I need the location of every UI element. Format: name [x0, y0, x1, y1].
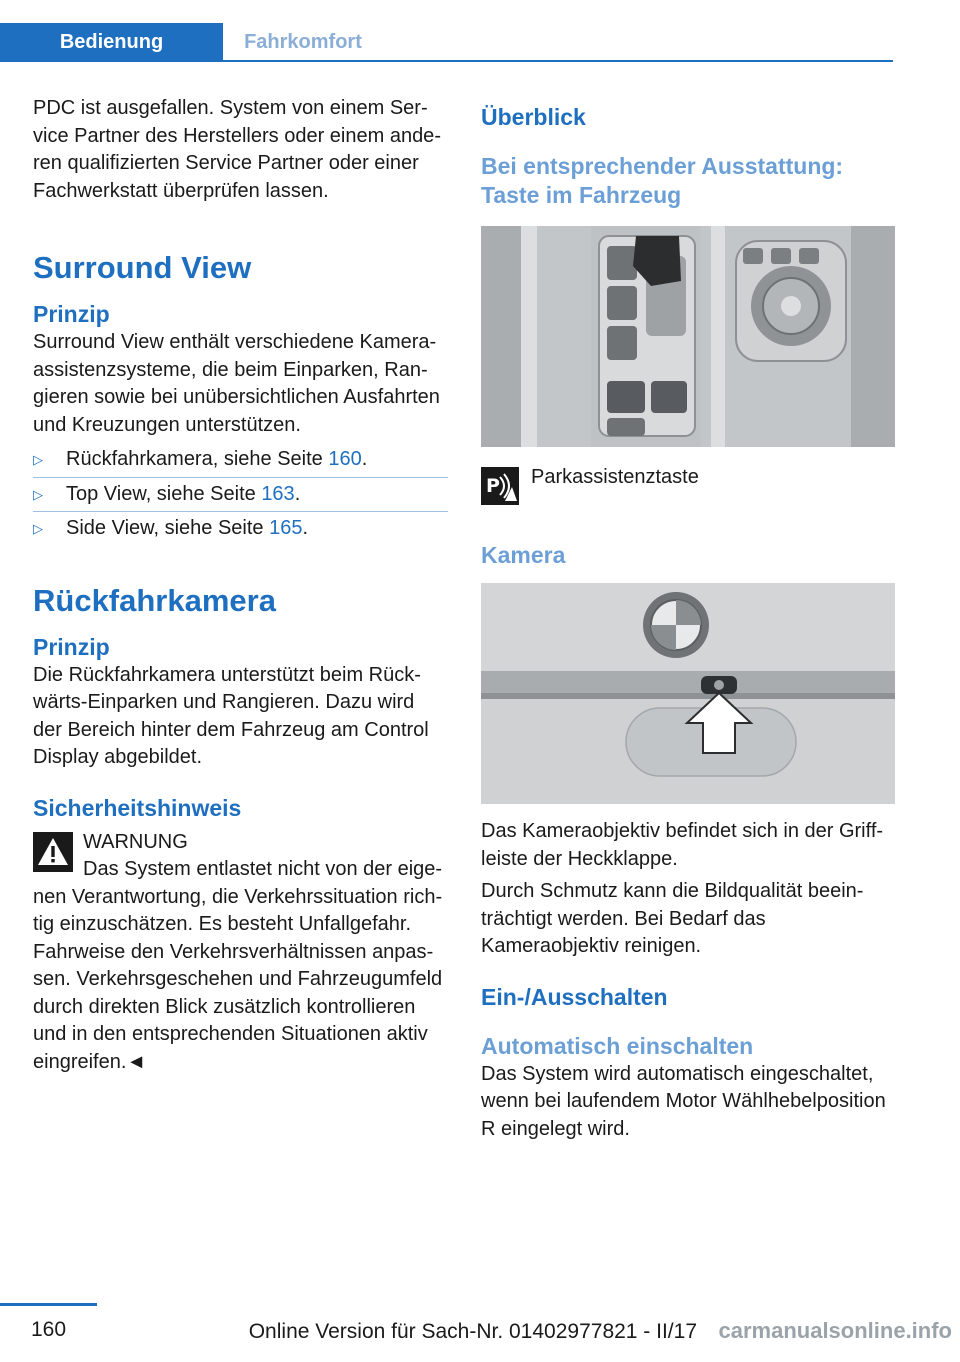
- camera-heading: Kamera: [481, 542, 566, 568]
- overview-heading: Überblick: [481, 104, 586, 130]
- page-link[interactable]: 163: [261, 482, 295, 505]
- chapter-header: [0, 0, 960, 62]
- triangle-bullet-icon: ▷: [33, 521, 43, 536]
- watermark: carmanualsonline.info: [718, 1318, 952, 1343]
- page-number: 160: [30, 1318, 67, 1341]
- page-link[interactable]: 165: [269, 517, 303, 539]
- right-column: [481, 95, 895, 1143]
- list-item: ▷ Rückfahrkamera, siehe Seite 160.: [33, 443, 448, 478]
- button-legend-text: Parkassistenztaste: [531, 466, 699, 488]
- surround-principle-text: Surround View enthält verschiedene Kameraassistenzsysteme, die beim Einparken, Rangieren sowie bei unübersichtlichen Ausfahrten und Kreuzungen unterstützen.: [33, 331, 440, 436]
- header-divider: [0, 60, 893, 62]
- equipment-heading: Bei entsprechender Ausstattung: Taste im Fahrzeug: [481, 153, 844, 208]
- page-link[interactable]: 160: [328, 448, 362, 470]
- button-legend: [481, 467, 895, 505]
- camera-location-text: Das Kameraobjektiv befindet sich in der Griffleiste der Heckklappe.: [481, 820, 884, 870]
- auto-on-text: Das System wird automatisch eingeschaltet, wenn bei laufendem Motor Wählhebelposition R eingelegt wird.: [481, 1062, 886, 1140]
- triangle-bullet-icon: ▷: [33, 486, 43, 502]
- tab-bedienung[interactable]: Bedienung: [0, 23, 223, 62]
- camera-principle-text: Die Rückfahrkamera unterstützt beim Rückwärts-Einparken und Rangieren. Dazu wird der Bereich hinter dem Fahrzeug am Control Display abgebildet.: [33, 663, 429, 768]
- list-item: ▷ Top View, siehe Seite 163.: [33, 478, 448, 513]
- auto-on-heading: Automatisch einschalten: [481, 1032, 754, 1059]
- camera-cleaning-text: Durch Schmutz kann die Bildqualität beeinträchtigt werden. Bei Bedarf das Kameraobjektiv reinigen.: [481, 880, 864, 957]
- parking-assist-button-icon: [481, 467, 519, 505]
- console-button-photo: [481, 226, 895, 447]
- surround-view-title: Surround View: [33, 250, 252, 285]
- tab-fahrkomfort[interactable]: Fahrkomfort: [244, 31, 362, 53]
- surround-feature-list: [33, 443, 448, 546]
- onoff-heading: Ein-/Ausschalten: [481, 983, 668, 1010]
- intro-paragraph: PDC ist ausgefallen. System von einem Service Partner des Herstellers oder einem anderen qualifizierten Service Partner oder einer Fachwerkstatt überprüfen lassen.: [33, 97, 441, 202]
- svg-text:P: P: [486, 475, 500, 497]
- warning-text: Das System entlastet nicht von der eigenen Verantwortung, die Verkehrssituation richtig einzuschätzen. Es besteht Unfallgefahr. Fahrweise den Verkehrsverhältnissen anpassen. Verkehrsgeschehen und Fahrzeugumfeld durch direkten Blick zusätzlich kontrollieren und in den entsprechenden Situationen aktiv eingreifen.◄: [33, 858, 443, 1073]
- online-version-text: Online Version für Sach-Nr. 01402977821 - II/17: [248, 1320, 697, 1343]
- warning-block: [33, 829, 448, 1077]
- rueckfahrkamera-title: Rückfahrkamera: [33, 582, 276, 618]
- safety-heading: Sicherheitshinweis: [33, 794, 242, 821]
- list-item: ▷ Side View, siehe Seite 165.: [33, 517, 309, 539]
- left-column: [33, 95, 448, 1076]
- tailgate-camera-photo: [481, 583, 895, 804]
- surround-principle-heading: Prinzip: [33, 301, 110, 327]
- triangle-bullet-icon: ▷: [33, 452, 43, 467]
- camera-principle-heading: Prinzip: [33, 633, 110, 660]
- warning-icon: [33, 832, 73, 872]
- footer-divider: [0, 1303, 97, 1306]
- warning-label: WARNUNG: [83, 830, 188, 853]
